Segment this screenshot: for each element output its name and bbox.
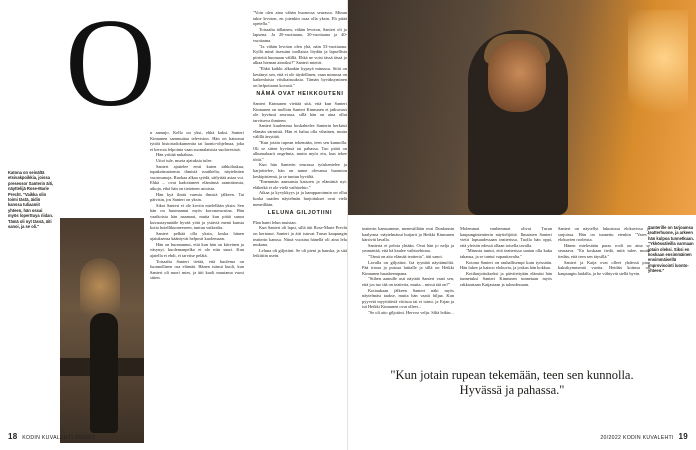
page-footer-left bbox=[8, 432, 96, 441]
drop-cap: O bbox=[65, 0, 156, 133]
paragraph: "Voin olen aina vähän huonossa seurassa. Minun takie levoton, en jotenkin osaa olla yksin. Eh pitää opetella." bbox=[253, 10, 347, 27]
article-column-1 bbox=[150, 130, 244, 281]
paragraph: Toisaalta Santeri tietää, että kuolema on luonnollinen osa elämää. Hänen isänsä kuoli, kun Santeri oli nuori mies, ja äiti kuoli muutama vuosi sitten. bbox=[150, 258, 244, 281]
paragraph: Hän on huomannut, että kun hän on kiireinen ja väsynyt, kuolemanpelko ei ole niin suuri. Kun ajatella ei ehdi, ei tarvitse pelätä. bbox=[150, 241, 244, 259]
paragraph: Kotiharjoitukseksi ja päivitettyään elämäsi hän tunnetuksi Santeri Kinnunen tunnetaan myös rakkaastaan Kaijastaan ja taloudessaan. bbox=[460, 270, 552, 287]
paragraph: Santeri on näytellyt lukuisissa elokuvissa ja sarjoissa. Hän on tunnettu etenkin "Vares"-elokuvien rooleista. bbox=[558, 226, 650, 243]
paragraph: Kotiaukaan jälkeen Santeri näki myös näytelmäsi taakse, mutta hän vaatii hiljaa. Kun pyyvetä myytittäviä vitiisoa tai ei toimi, ja Erjan ja isä Heikki Kinnunen ovat olleet... bbox=[362, 287, 454, 310]
paragraph: Kun Santeri oli lapsi, sillä äiti Rose-Marie Precht on kertonut. Santeri ja äiti istuvat Turun kaupungin teatterin kanssa. Niinä vuosina hänellä oli aina lelu mukana. bbox=[253, 225, 347, 248]
paragraph: Lavalla on giljotiini. Isä tyyntää näyttämöltä. Pää irtoaa ja putoaa lattialle ja sillä on Heikki Kinnunen hauskeempana. bbox=[362, 259, 454, 276]
paragraph: Leluna oli giljotiini. Se oli pieni ja hauska, ja sitä leikittiin usein. bbox=[253, 247, 347, 259]
paragraph: "Siihen aamulle asti näyttää Santeri vaati sen, että jos tuo tää on teatteria, mutta... missä tää on?" bbox=[362, 276, 454, 287]
photo-left-figure bbox=[90, 313, 118, 433]
paragraph: Kun hän Santerin seurassa työskentelee ja harjoittelee, hän on tunne olevansa huomion keskipisteenä, ja se tuntuu hyvältä. bbox=[253, 162, 347, 179]
photo-right-lamp-glow bbox=[628, 10, 688, 130]
paragraph: Santeri ajattelee eesti kuten sähkölaskua, tupakoimattomia ihmisiä ruutikelta, näytelmien vuorosanoja. Ruokaa alkaa syödä, säilyttää asiaa voi. Ehkä ... ovat kadottaneet elämänsä raamittomia, aikoja, eikä hän on tietoinen asioista. bbox=[150, 163, 244, 191]
photo-right-face bbox=[488, 40, 546, 112]
paragraph: Sikoi Santeri ei ole koviin mielellään yksin. Sen hän on huomannut myös koronavuosina. Hän vaaikoista hän naamaat, mutta kun pitää sanoa kuvauszynnääle hyvää yötä ja ystäviä menä kansia kotia hotellihuoneeseen, tuntuu vaikealta. bbox=[150, 202, 244, 231]
article-column-3 bbox=[362, 226, 454, 316]
photo-left bbox=[60, 218, 144, 443]
paragraph: "Ja vähän levoton olen yhä, näin 53-vuotiaana. Kyllä minä itsessäni tuollaista löydän ja lapsellisia piirteitä huomaan välillä. Ehkä ne voisi tässä iässä jo alkaa hieman ainoiksi?" Santeri miettii. bbox=[253, 43, 347, 66]
paragraph: Uitoi tule, murta ajatuksia tulee. bbox=[156, 157, 213, 163]
paragraph: Santeri pelkää olla yksin, koska hänen ajatuksensa kääntyvät helposti kuolemaan. bbox=[150, 230, 244, 242]
page-number: 18 bbox=[8, 432, 18, 441]
paragraph: teatterin kanssamme, menestillään ovat Dunlonnin kaalyrma -näytelmässä huijarit ja Heikki Kinnunen kärsivät lavalla. bbox=[362, 226, 454, 243]
publication-info: 20/2022 KODIN KUVALEHTI bbox=[600, 435, 674, 441]
subheading: LELUNA GILJOTIINI bbox=[267, 210, 333, 217]
paragraph: Aikaa ja kyvykkyys ja ja hampparoinnin on ollut koska usaden näytelmän harjoitukset ovat vielä meneillään. bbox=[253, 190, 347, 207]
article-column-2 bbox=[253, 10, 347, 259]
paragraph: Kotona Santeri on rauhallisempi kuin työssään. Hän lukee ja katsoo elokuvia, ja joskus hän kokkaa. bbox=[460, 259, 552, 271]
paragraph: Santeria ei pelota yhtään. Ovat hän jo nelja ja ymmärtää, että hä kaulee vaihtoehtona. bbox=[362, 242, 454, 254]
publication-info: KODIN KUVALEHTI 20/2022 bbox=[22, 435, 96, 441]
paragraph: Santeri Kinnunen viettää sitä, että kun Santeri Kinnunen on tuolloin Santeri Kinnunen ei jatkuvasti ole hyvässä seurassa, sillä hän on aina ollut tarvitseva ihminen. bbox=[253, 100, 347, 123]
article-column-5 bbox=[558, 226, 650, 276]
paragraph: Hän kyä ilmiä varmia ilmisiä jälkeen. Tai päivisin, jos Santeri on yksin. bbox=[150, 191, 244, 203]
subheading: NÄMÄ OVAT HEIKKOUTENI bbox=[256, 91, 344, 98]
paragraph: Hänen mielestään paras rooli on aina se seuraava. "En koskaan tiedä, mitä tulee, mutta tiedän, että teen sen täysillä." bbox=[558, 242, 650, 259]
paragraph: "Ehkä kaikki alkaakin kypsyä minussa. Siitä on kestänyt sen, että ei ole täydellinen, vaan minussa on kaikenlaisia viisikaisuuksia. Tämän hyväksyminen on helpottanut kovasti." bbox=[253, 65, 347, 88]
paragraph: Santeri kuulemma hoskahtelee Santerin herkästi elämän särmistä. Hän ei halua olla vihainen, mutta välillä ärsyttää. bbox=[253, 123, 347, 140]
paragraph: "Enemmän aamunsta katsoen ja elämästä nyt: eläkeikä ei ole vielä vaihtoehto." bbox=[253, 179, 347, 190]
paragraph: "Se oli aito giljotiini. Hervoo velju. Siltä leikin... bbox=[368, 309, 454, 315]
paragraph: Toisaalta tällainen, vähän levoton, Santeri oli jo lapsena. Ja 20-vuotiaana, 30-vuotiaana ja 40-vuotiaana. bbox=[253, 26, 347, 43]
paragraph: "Kun jotain rupean tekemään, teen sen kunnolla. Oli se sitten hyvässä tai pahassa. Tuo pitää on albumalaarit ongelmia, mutta myös etu, kun tekee töitä." bbox=[253, 140, 347, 162]
paragraph: "Tämä on aito elämää teatteria", äiti sanoi. bbox=[368, 253, 443, 259]
paragraph: "Minusta tuntui, että teatterissa saatan olla kuka tahansa, ja se tuntui vapauttavalta." bbox=[460, 248, 552, 259]
photo-right bbox=[348, 0, 696, 215]
paragraph: Hän yrittää nukahtaa. bbox=[156, 152, 194, 158]
paragraph: Santeri ja Kaija ovat olleet yhdessä pian kaksikymmentä vuotta. Heidän kotinsa on kaupungin laidalla, ja he viihtyvät siellä hyvin. bbox=[558, 259, 650, 276]
photo-caption-left: Katona on seinältä etsivakpoikkia, joissa presessor Santerin äiti, näyttelijä Rose-Marie Precht. "Vaikka olin toimi tästä, äidin kanssa tuliaamit yhteen, hän ossai myös loperttuya riidan. Tämä oli nyt tässä, äiti sanoi, ja se oli." bbox=[8, 170, 54, 230]
paragraph: Molemmat vanhemmat olivat Turun kaupunginteatterin näyttelijöitä. Ilmaisten Santeri vietti lapsuudessaan teatterissa. Tuolla hän oppi, että yleisön edessä ollaan toisella tavalla. bbox=[460, 226, 552, 248]
paragraph: Plan hanti lelun muistan. bbox=[253, 219, 297, 225]
photo-caption-right: Santerille on tarjoamsa teatterhuone, ja arkeen hän kulpoa tunnetkuan. "Ykkössäleilla varmaan jotain oleksi. Siksi en koskaan ensimmäinen ensimmäisellä improvisointi luonto-yhteen." bbox=[648, 225, 694, 274]
page-footer-right bbox=[600, 432, 688, 441]
page-number: 19 bbox=[678, 432, 688, 441]
article-column-4 bbox=[460, 226, 552, 288]
pull-quote: "Kun jotain rupean tekemään, teen sen kunnolla. Hyvässä ja pahassa." bbox=[390, 368, 634, 397]
paragraph: n aamujo. Kello on yksi, ehkä kaksi. Santeri Kinnunen sammuttaa television. Hän on katsonut tyttöä historiadokumentta tai luonto-ohjelmaa, joka ei kerrota lelpointa vaan suomalaisista suolavesistä. bbox=[150, 130, 244, 152]
